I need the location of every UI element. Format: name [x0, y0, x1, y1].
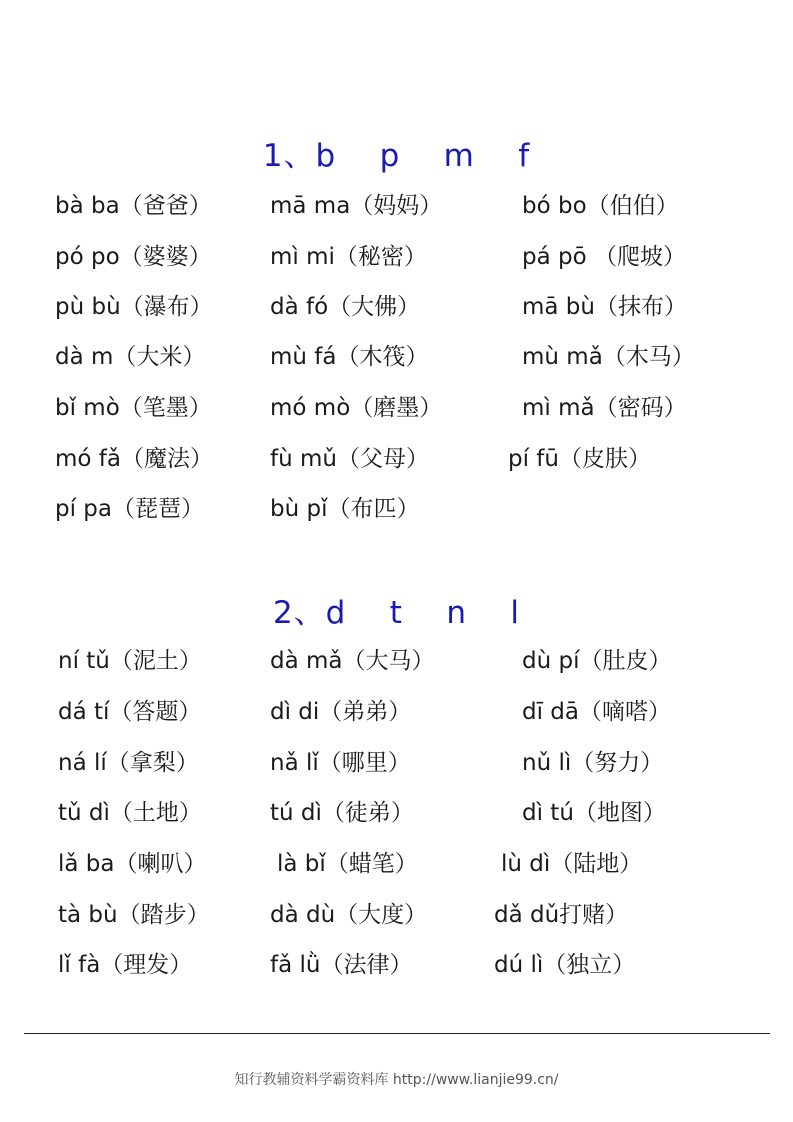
word-entry: dì tú（地图）: [522, 800, 666, 826]
word-entry: bù pǐ（布匹）: [270, 496, 420, 522]
word-entry: tà bù（踏步）: [58, 902, 210, 928]
word-entry: fǎ lǜ（法律）: [270, 952, 413, 978]
word-entry: dà dù（大度）: [270, 902, 428, 928]
word-entry: dà fó（大佛）: [270, 294, 421, 320]
word-entry: lǎ ba（喇叭）: [58, 851, 207, 877]
word-entry: dá tí（答题）: [58, 699, 202, 725]
word-entry: dù pí（肚皮）: [522, 648, 672, 674]
footer-divider: [24, 1033, 770, 1034]
word-entry: mā ma（妈妈）: [270, 193, 443, 219]
word-entry: bó bo（伯伯）: [522, 193, 679, 219]
word-entry: pá pō （爬坡）: [522, 244, 686, 270]
word-entry: mù fá（木筏）: [270, 344, 429, 370]
footer-text: 知行教辅资料学霸资料库 http://www.lianjie99.cn/: [234, 1072, 559, 1088]
word-entry: bǐ mò（笔墨）: [55, 395, 212, 421]
section-2-heading: 2、d t n l: [272, 595, 521, 631]
word-entry: là bǐ（蜡笔）: [277, 851, 418, 877]
word-entry: pó po（婆婆）: [55, 244, 212, 270]
word-entry: mù mǎ（木马）: [522, 344, 695, 370]
word-entry: bà ba（爸爸）: [55, 193, 212, 219]
word-entry: lù dì（陆地）: [501, 851, 643, 877]
word-entry: mā bù（抹布）: [522, 294, 687, 320]
word-entry: mì mǎ（密码）: [522, 395, 687, 421]
word-entry: mì mi（秘密）: [270, 244, 427, 270]
word-entry: mó fǎ（魔法）: [55, 446, 213, 472]
section-1-heading: 1、b p m f: [262, 138, 531, 174]
word-entry: pí pa（琵琶）: [55, 496, 204, 522]
word-entry: dǎ dǔ打赌）: [494, 902, 629, 928]
word-entry: tú dì（徒弟）: [270, 800, 414, 826]
word-entry: mó mò（磨墨）: [270, 395, 443, 421]
word-entry: fù mǔ（父母）: [270, 446, 429, 472]
word-entry: lǐ fà（理发）: [58, 952, 193, 978]
word-entry: nǔ lì（努力）: [522, 750, 664, 776]
word-entry: dà mǎ（大马）: [270, 648, 435, 674]
word-entry: dì di（弟弟）: [270, 699, 412, 725]
word-entry: dī dā（嘀嗒）: [522, 699, 671, 725]
word-entry: dú lì（独立）: [494, 952, 636, 978]
word-entry: nǎ lǐ（哪里）: [270, 750, 411, 776]
word-entry: ná lí（拿梨）: [58, 750, 199, 776]
word-entry: tǔ dì（土地）: [58, 800, 202, 826]
word-entry: pí fū（皮肤）: [508, 446, 651, 472]
word-entry: ní tǔ（泥土）: [58, 648, 202, 674]
word-entry: pù bù（瀑布）: [55, 294, 213, 320]
word-entry: dà m（大米）: [55, 344, 206, 370]
